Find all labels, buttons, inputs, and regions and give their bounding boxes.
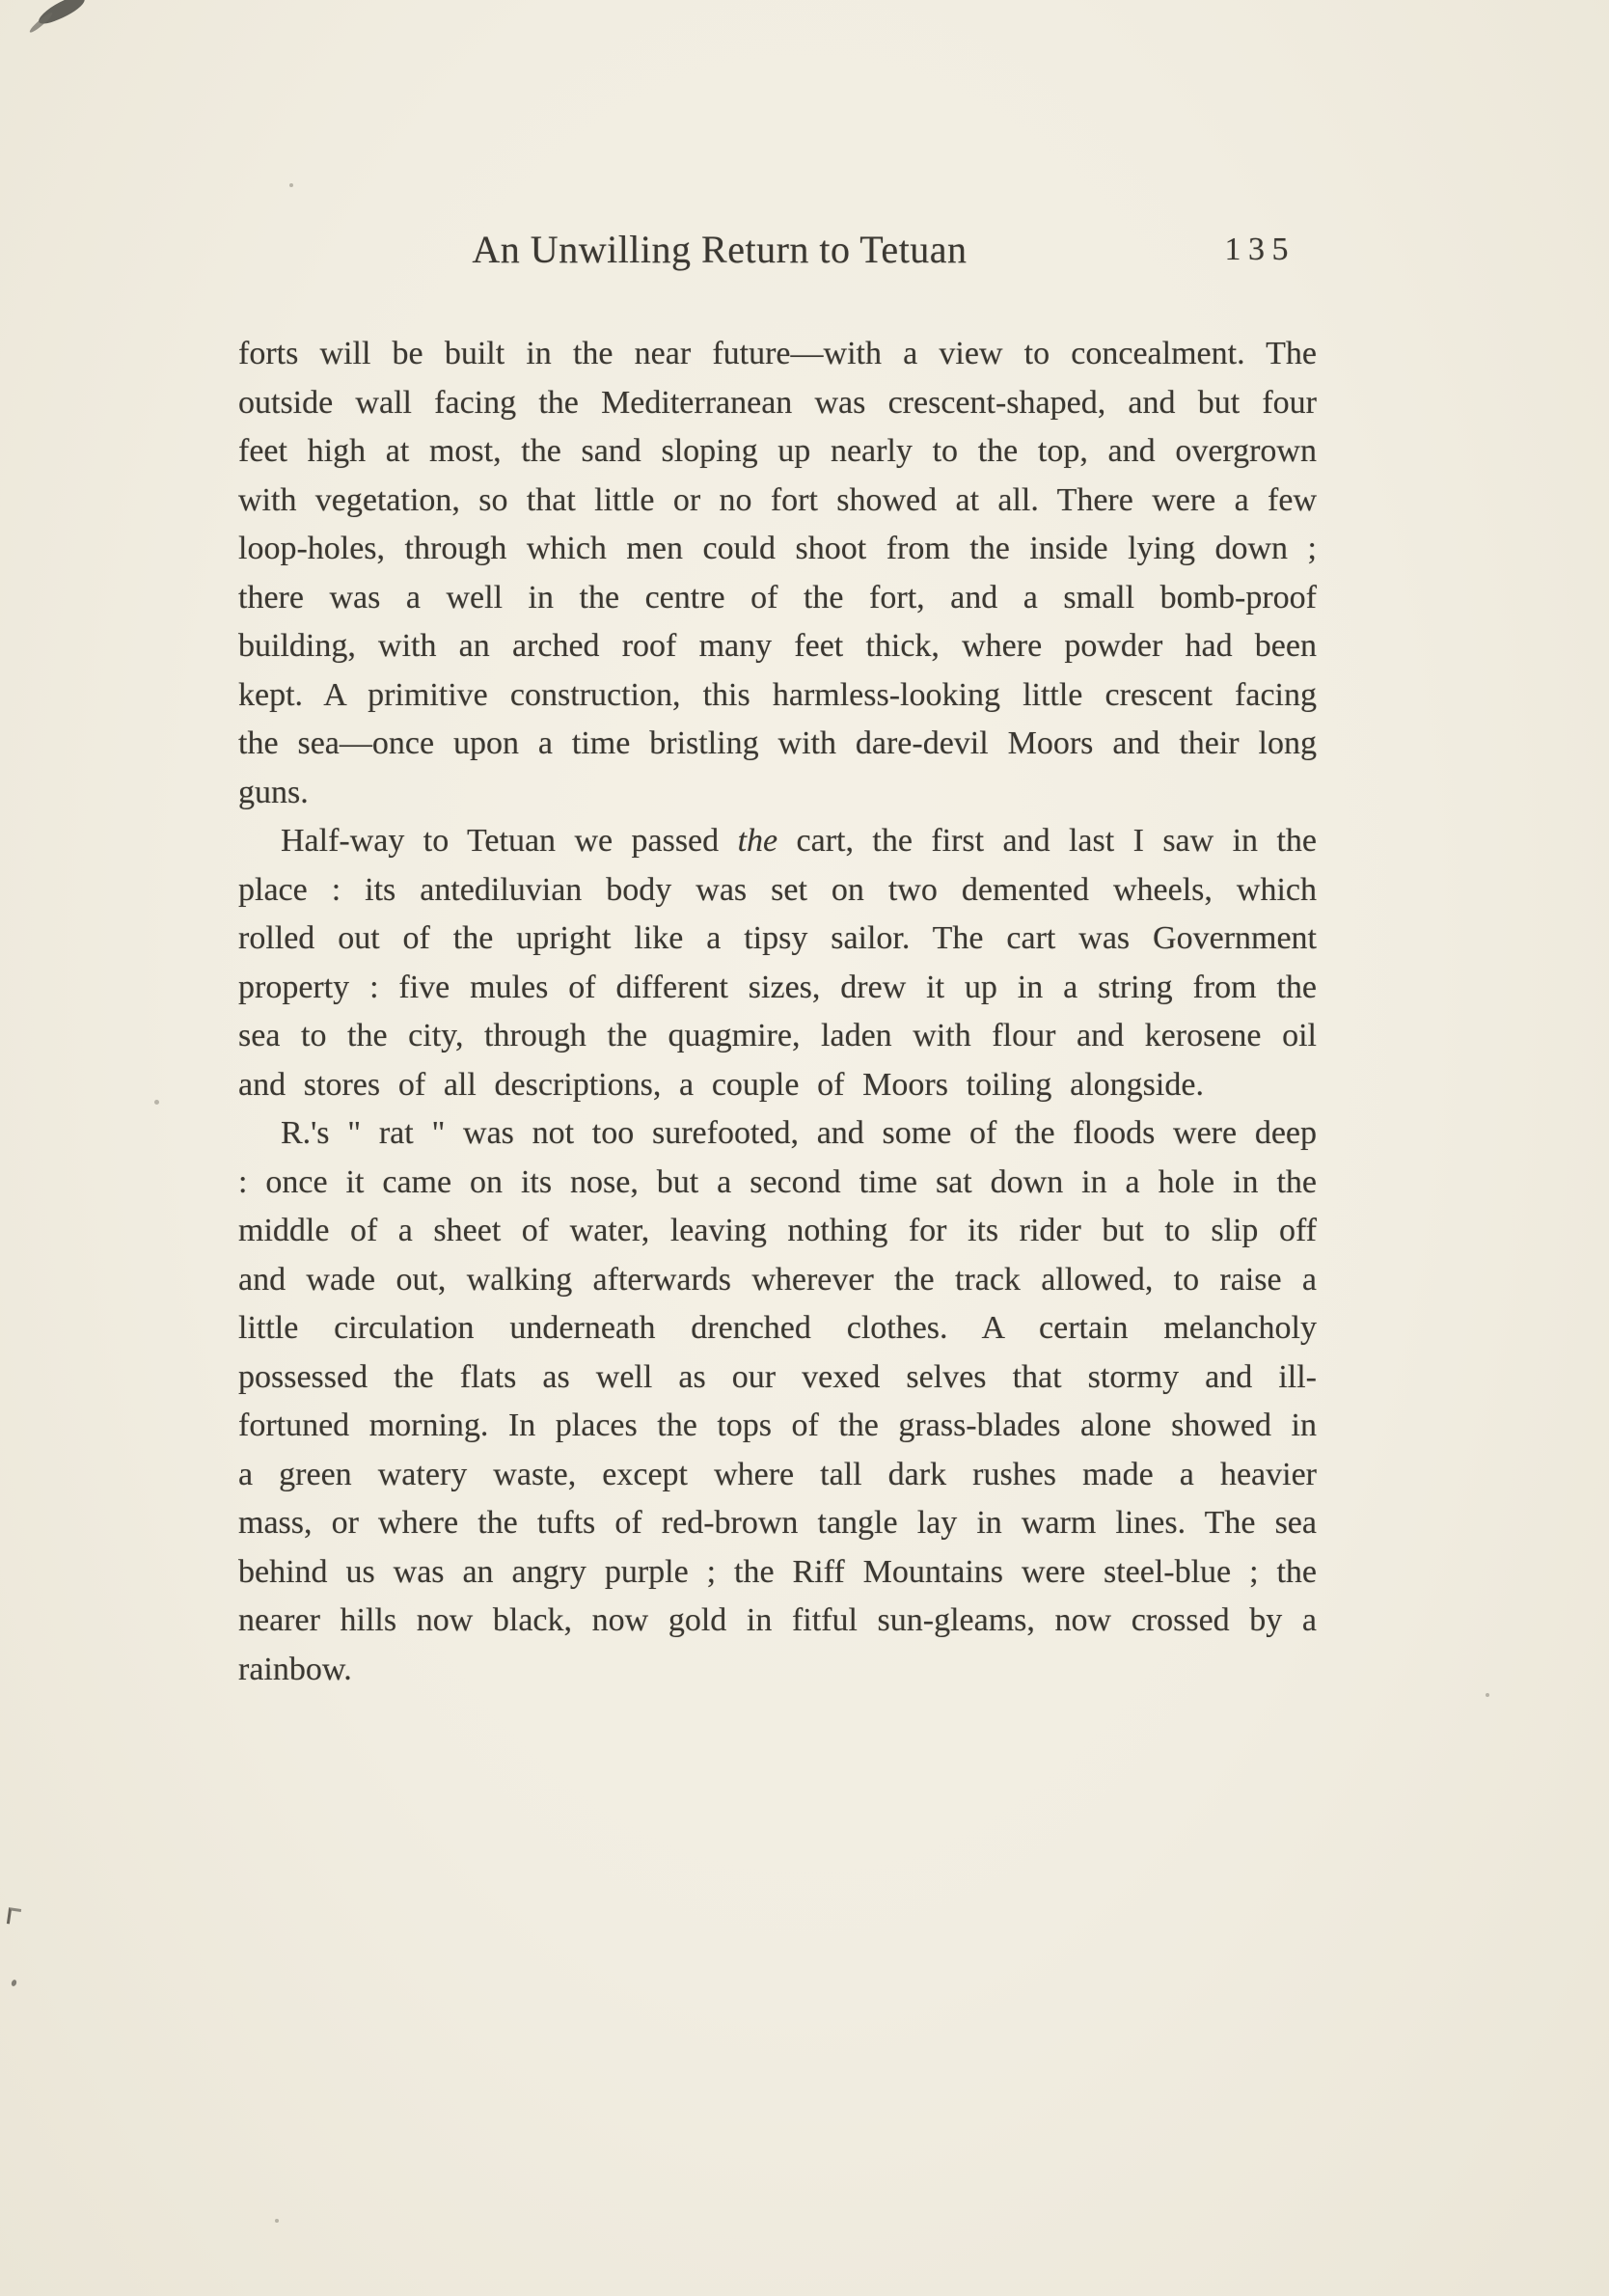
scan-smudge-top-left — [38, 0, 85, 29]
emphasized-text: the — [737, 823, 778, 859]
page-number: 135 — [1224, 232, 1295, 267]
body-text — [238, 330, 1317, 1694]
scan-speck — [289, 183, 293, 187]
scan-mark-left-margin-small — [11, 1979, 17, 1986]
scan-speck — [154, 1100, 159, 1105]
chapter-title: An Unwilling Return to Tetuan — [472, 228, 968, 271]
running-header — [238, 220, 1317, 280]
paragraph — [238, 330, 1317, 817]
text-block — [238, 220, 1317, 1694]
paragraph — [238, 817, 1317, 1109]
text-run: Half-way to Tetuan we passed — [281, 823, 738, 859]
text-run: forts will be built in the near future—with a view to concealment. The outside wall facing the Mediterranean was crescent-shaped, and but four feet high at most, the sand sloping up nearly to the top, and overgrown with vegetation, so that little or no fort showed at all. There were a few loop-holes, through which men could shoot from the inside lying down ; there was a well in the centre of the fort, and a small bomb-proof building, with an arched roof many feet thick, where powder had been kept. A primitive construction, this harmless-looking little crescent facing the sea—once upon a time bristling with dare-devil Moors and their long guns. — [238, 336, 1317, 810]
scan-mark-left-margin — [7, 1907, 21, 1926]
text-run: R.'s " rat " was not too surefooted, and some of the floods were deep : once it came on its nose, but a second time sat down in a hole in the middle of a sheet of water, leaving nothing for its rider but to slip off and wade out, walking afterwards wherever the track allowed, to raise a little circulation underneath drenched clothes. A certain melancholy possessed the flats as well as our vexed selves that stormy and ill-fortuned morning. In places the tops of the grass-blades alone showed in a green watery waste, except where tall dark rushes made a heavier mass, or where the tufts of red-brown tangle lay in warm lines. The sea behind us was an angry purple ; the Riff Mountains were steel-blue ; the nearer hills now black, now gold in fitful sun-gleams, now crossed by a rainbow. — [238, 1115, 1317, 1687]
scan-speck — [275, 2219, 279, 2223]
scan-speck — [1486, 1693, 1489, 1697]
paragraph — [238, 1109, 1317, 1694]
text-run: cart, the first and last I saw in the place : its antediluvian body was set on two demented wheels, which rolled out of the upright like a tipsy sailor. The cart was Government property : five mules of different sizes, drew it up in a string from the sea to the city, through the quagmire, laden with flour and kerosene oil and stores of all descriptions, a couple of Moors toiling alongside. — [238, 823, 1318, 1103]
